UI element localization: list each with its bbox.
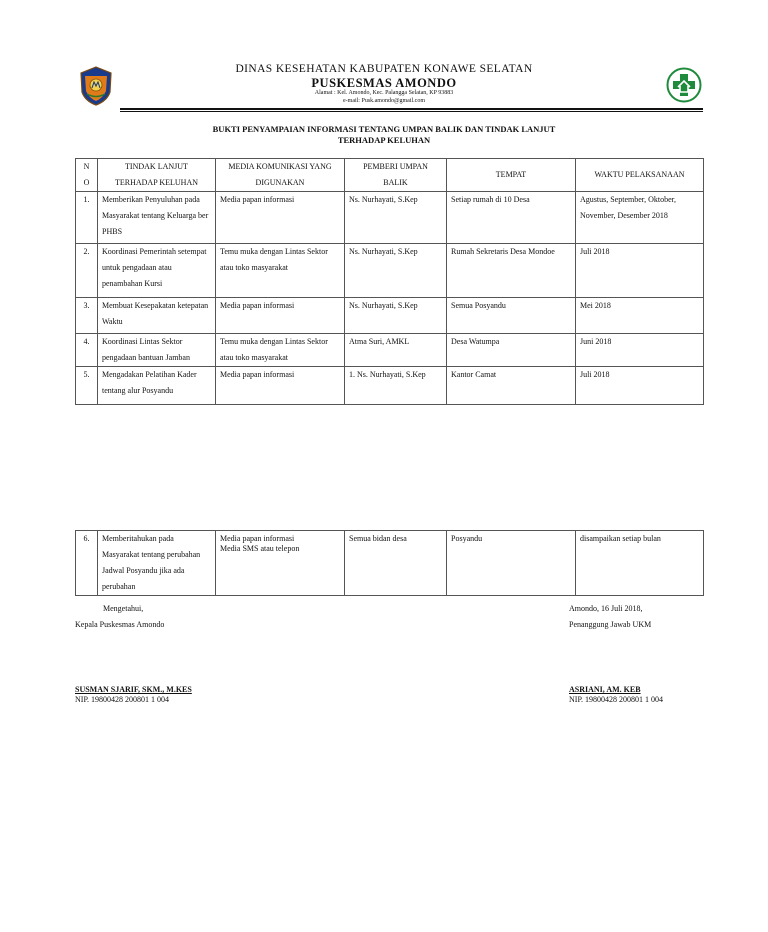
cell-pemberi: Ns. Nurhayati, S.Kep: [345, 192, 447, 244]
cell-waktu: Juli 2018: [576, 244, 704, 298]
letterhead-rule-thin: [120, 111, 703, 112]
cell-tindak: Memberikan Penyuluhan pada Masyarakat tentang Keluarga ber PHBS: [98, 192, 216, 244]
table-row: [76, 298, 704, 334]
cell-tempat: Semua Posyandu: [447, 298, 576, 334]
header-tempat: TEMPAT: [447, 159, 576, 192]
document-title-line1: BUKTI PENYAMPAIAN INFORMASI TENTANG UMPAN BALIK DAN TINDAK LANJUT: [212, 124, 556, 134]
table-row: [76, 192, 704, 244]
header-pemberi-line1: PEMBERI UMPAN: [363, 162, 428, 171]
cell-no: 2.: [76, 244, 98, 298]
table-header-row: [76, 159, 704, 192]
cell-tempat: Kantor Camat: [447, 367, 576, 405]
email-line: e-mail: Pusk.amondo@gmail.com: [342, 98, 425, 104]
right-signatory-nip: NIP. 19800428 200801 1 004: [569, 695, 664, 704]
cell-no: 6.: [76, 531, 98, 596]
agency-name: DINAS KESEHATAN KABUPATEN KONAWE SELATAN: [235, 63, 533, 75]
cell-waktu: Juni 2018: [576, 334, 704, 367]
left-position-title: Kepala Puskesmas Amondo: [75, 620, 165, 629]
cell-pemberi: Ns. Nurhayati, S.Kep: [345, 298, 447, 334]
right-position-title: Penanggung Jawab UKM: [569, 620, 652, 629]
header-pemberi: [345, 159, 447, 192]
cell-media: Temu muka dengan Lintas Sektor atau toko masyarakat: [216, 244, 345, 298]
cell-tempat: Rumah Sekretaris Desa Mondoe: [447, 244, 576, 298]
table-row: [76, 531, 704, 596]
cell-tindak: Koordinasi Pemerintah setempat untuk pengadaan atau penambahan Kursi: [98, 244, 216, 298]
cell-no: 3.: [76, 298, 98, 334]
header-no: [76, 159, 98, 192]
cell-waktu: Agustus, September, Oktober, November, Desember 2018: [576, 192, 704, 244]
cell-pemberi: Semua bidan desa: [345, 531, 447, 596]
left-signatory-nip: NIP. 19800428 200801 1 004: [75, 695, 170, 704]
cell-media: Media papan informasi: [216, 192, 345, 244]
cell-pemberi: Ns. Nurhayati, S.Kep: [345, 244, 447, 298]
puskesmas-name: PUSKESMAS AMONDO: [311, 76, 457, 90]
address-line: Alamat : Kel. Amondo, Kec. Palangga Selatan, KP 93883: [314, 90, 454, 96]
cell-waktu: Mei 2018: [576, 298, 704, 334]
header-pemberi-line2: BALIK: [383, 178, 408, 187]
cell-no: 4.: [76, 334, 98, 367]
cell-tempat: Setiap rumah di 10 Desa: [447, 192, 576, 244]
header-media-line1: MEDIA KOMUNIKASI YANG: [228, 162, 332, 171]
cell-waktu: disampaikan setiap bulan: [576, 531, 704, 596]
feedback-table: [75, 158, 704, 405]
cell-pemberi: 1. Ns. Nurhayati, S.Kep: [345, 367, 447, 405]
letterhead-rule-thick: [120, 108, 703, 110]
header-waktu: WAKTU PELAKSANAAN: [576, 159, 704, 192]
header-media: [216, 159, 345, 192]
cell-media-line2: Media SMS atau telepon: [220, 544, 300, 553]
cell-media: [216, 531, 345, 596]
table-row: [76, 367, 704, 405]
right-signatory-name: ASRIANI, AM. KEB: [569, 685, 641, 694]
cell-media: Temu muka dengan Lintas Sektor atau toko masyarakat: [216, 334, 345, 367]
header-tindak-line2: TERHADAP KELUHAN: [114, 178, 199, 187]
cell-media: Media papan informasi: [216, 367, 345, 405]
header-no-line2: O: [83, 178, 90, 187]
cell-tindak: Membuat Kesepakatan ketepatan Waktu: [98, 298, 216, 334]
cell-tindak: Koordinasi Lintas Sektor pengadaan bantuan Jamban: [98, 334, 216, 367]
table-row: [76, 244, 704, 298]
left-signatory-name: SUSMAN SJARIF, SKM., M.KES: [75, 685, 192, 694]
cell-media: Media papan informasi: [216, 298, 345, 334]
header-tindak-lanjut: [98, 159, 216, 192]
left-acknowledge-label: Mengetahui,: [103, 604, 144, 613]
header-tindak-line1: TINDAK LANJUT: [125, 162, 188, 171]
document-title-line2: TERHADAP KELUHAN: [337, 135, 431, 145]
header-no-line1: N: [83, 162, 90, 171]
right-place-date: Amondo, 16 Juli 2018,: [569, 604, 643, 613]
header-media-line2: DIGUNAKAN: [255, 178, 305, 187]
feedback-table-continued: [75, 530, 704, 596]
cell-media-line1: Media papan informasi: [220, 534, 295, 543]
cell-tempat: Desa Watumpa: [447, 334, 576, 367]
cell-pemberi: Atma Suri, AMKL: [345, 334, 447, 367]
cell-tempat: Posyandu: [447, 531, 576, 596]
cell-no: 1.: [76, 192, 98, 244]
cell-waktu: Juli 2018: [576, 367, 704, 405]
cell-tindak: Memberitahukan pada Masyarakat tentang perubahan Jadwal Posyandu jika ada perubahan: [98, 531, 216, 596]
cell-tindak: Mengadakan Pelatihan Kader tentang alur Posyandu: [98, 367, 216, 405]
table-row: [76, 334, 704, 367]
cell-no: 5.: [76, 367, 98, 405]
